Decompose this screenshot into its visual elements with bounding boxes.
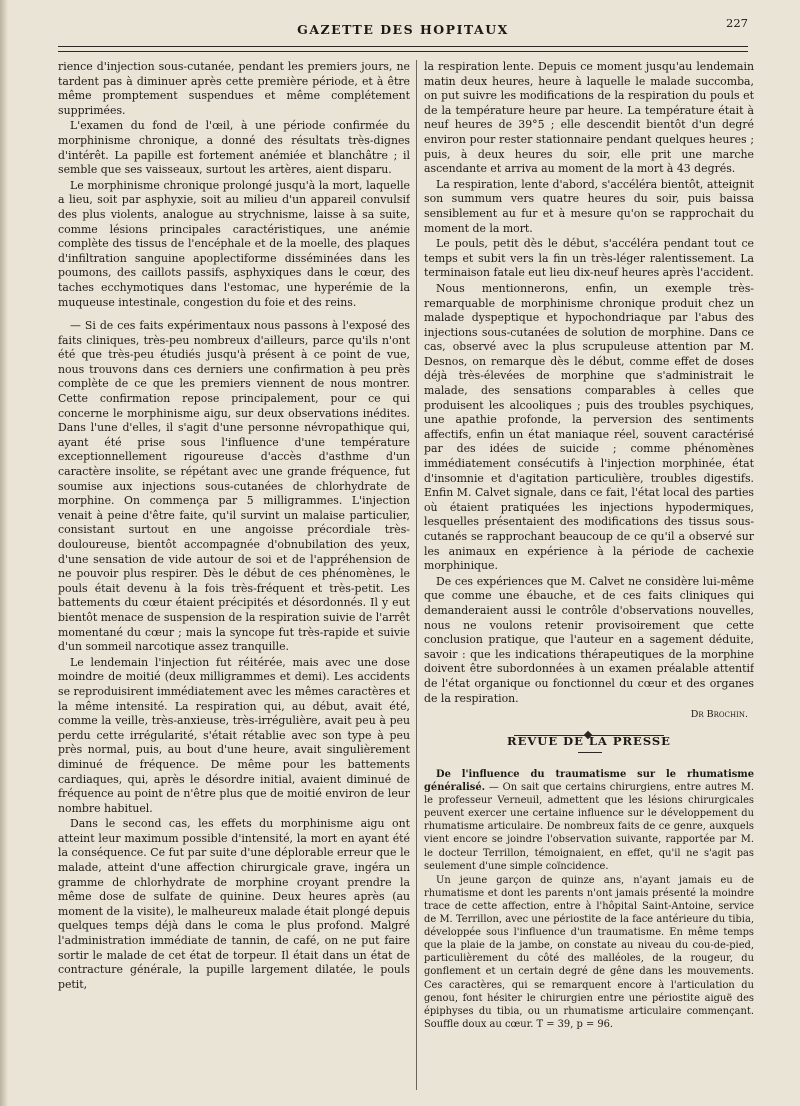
paragraph: la respiration lente. Depuis ce moment jusqu'au lendemain matin deux heures, heure à laquelle le malade succomba, on put suivre les modifications de la respiration du pouls et de la température heure par heure. La température était à neuf heures de 39°5 ; elle descendit bientôt d'un degré environ pour rester stationnaire pendant quelques heures ; puis, à deux heures du soir, elle prit une marche ascendante et arriva au moment de la mort à 43 degrés. — [424, 60, 754, 176]
paragraph: rience d'injection sous-cutanée, pendant les premiers jours, ne tardent pas à diminuer après cette première période, et à être même promptement suspendues et même complétement supprimées. — [58, 60, 410, 117]
paragraph: Dans le second cas, les effets du morphinisme aigu ont atteint leur maximum possible d'intensité, la mort en ayant été la conséquence. Ce fut par suite d'une déplorable erreur que le malade, atteint d'une affection chirurgicale grave, ingéra un gramme de chlorhydrate de morphine croyant prendre la même dose de sulfate de quinine. Deux heures après (au moment de la visite), le malheureux malade était plongé depuis quelques temps déjà dans le coma le plus profond. Malgré l'administration immédiate de tannin, de café, on ne put faire sortir le malade de cet état de torpeur. Il était dans un état de contracture générale, la pupille largement dilatée, le pouls petit, — [58, 817, 410, 991]
header-rule — [58, 46, 748, 52]
journal-title: GAZETTE DES HOPITAUX — [297, 22, 509, 37]
press-paragraph — [424, 768, 754, 873]
page-edge-shadow — [0, 0, 8, 1106]
article-heading: De l'influence du traumatisme sur le rhumatisme généralisé. — [424, 769, 754, 794]
paragraph: Le pouls, petit dès le début, s'accéléra pendant tout ce temps et subit vers la fin un très-léger ralentissement. La terminaison fatale eut lieu dix-neuf heures après l'accident. — [424, 237, 754, 280]
press-review — [424, 768, 754, 1098]
section-title: REVUE DE LA PRESSE — [507, 734, 671, 748]
paragraph: Nous mentionnerons, enfin, un exemple très-remarquable de morphinisme chronique produit chez un malade dyspeptique et hypochondriaque par l'abus des injections sous-cutanées de solution de morphine. Dans ce cas, observé avec la plus scrupuleuse attention par M. Desnos, on remarque dès le début, comme effet de doses déjà très-élevées de morphine que s'administrait le malade, des sensations comparables à celles que produisent les alcooliques ; puis des troubles psychiques, une apathie profonde, la perversion des sentiments affectifs, enfin un état maniaque réel, souvent caractérisé par des idées de suicide ; comme phénomènes immédiatement consécutifs à l'injection morphinée, état d'insomnie et d'agitation particulière, troubles digestifs. Enfin M. Calvet signale, dans ce fait, l'état local des parties où étaient pratiquées les injections hypodermiques, lesquelles présentaient des modifications des tissus sous-cutanés se rapprochant beaucoup de ce qu'il a observé sur les animaux en expérience à la période de cachexie morphinique. — [424, 281, 754, 573]
page-number: 227 — [726, 16, 748, 30]
section-title-rule — [578, 752, 602, 753]
paragraph: L'examen du fond de l'œil, à une période confirmée du morphinisme chronique, a donné des résultats très-dignes d'intérêt. La papille est fortement anémiée et blanchâtre ; il semble que ses vaisseaux, surtout les artères, aient disparu. — [58, 119, 410, 177]
paragraph: — Si de ces faits expérimentaux nous passons à l'exposé des faits cliniques, très-peu nombreux d'ailleurs, parce qu'ils n'ont été que très-peu étudiés jusqu'à présent à ce point de vue, nous trouvons dans ces derniers une confirmation à peu près complète de ce que les premiers viennent de nous montrer. Cette confirmation repose principalement, pour ce qui concerne le morphinisme aigu, sur deux observations inédites. Dans l'une d'elles, il s'agit d'une personne névropathique qui, ayant été prise sous l'influence d'une température exceptionnellement rigoureuse d'accès d'asthme d'un caractère insolite, se répétant avec une grande fréquence, fut soumise aux injections sous-cutanées de chlorhydrate de morphine. On commença par 5 milligrammes. L'injection venait à peine d'être faite, qu'il survint un malaise particulier, consistant surtout en une angoisse précordiale très-douloureuse, bientôt accompagnée d'obnubilation des yeux, d'une sensation de vide autour de soi et de l'appréhension de ne pouvoir plus respirer. Dès le début de ces phénomènes, le pouls était devenu à la fois très-fréquent et très-petit. Les battements du cœur étaient précipités et désordonnés. Il y eut bientôt menace de suspension de la respiration suivie de l'arrêt momentané du cœur ; mais la syncope fut très-rapide et suivie d'un sommeil narcotique assez tranquille. — [58, 319, 410, 654]
column-divider — [416, 60, 417, 1090]
paragraph: Le lendemain l'injection fut réitérée, mais avec une dose moindre de moitié (deux milligrammes et demi). Les accidents se reproduisirent immédiatement avec les mêmes caractères et la même intensité. La respiration qui, au début, avait été, comme la veille, très-anxieuse, très-irrégulière, avait peu à peu perdu cette irrégularité, s'était rétablie avec son type à peu près normal, puis, au bout d'une heure, avait singulièrement diminué de fréquence. De même pour les battements cardiaques, qui, après le désordre initial, avaient diminué de fréquence au point de n'être plus que de moitié environ de leur nombre habituel. — [58, 655, 410, 815]
page-header — [58, 14, 748, 44]
paragraph: Le morphinisme chronique prolongé jusqu'à la mort, laquelle a lieu, soit par asphyxie, soit au milieu d'un appareil convulsif des plus violents, analogue au strychnisme, laisse à sa suite, comme lésions principales caractéristiques, une anémie complète des tissus de l'encéphale et de la moelle, des plaques d'infiltration sanguine apoplectiforme disséminées dans les poumons, des caillots passifs, asphyxiques dans le cœur, des taches ecchymotiques dans l'estomac, une hyperémie de la muqueuse intestinale, congestion du foie et des reins. — [58, 178, 410, 309]
author-signature: Dr Brochin. — [690, 709, 748, 721]
paragraph: La respiration, lente d'abord, s'accéléra bientôt, atteignit son summum vers quatre heures du soir, puis baissa sensiblement au fur et à mesure qu'on se rapprochait du moment de la mort. — [424, 177, 754, 235]
right-column — [424, 60, 754, 760]
press-paragraph: Un jeune garçon de quinze ans, n'ayant jamais eu de rhumatisme et dont les parents n'ont jamais présenté la moindre trace de cette affection, entre à l'hôpital Saint-Antoine, service de M. Terrillon, avec une périostite de la face antérieure du tibia, développée sous l'influence d'un traumatisme. En même temps que la plaie de la jambe, on constate au niveau du cou-de-pied, particulièrement du côté des malléoles, de la rougeur, du gonflement et un certain degré de gêne dans les mouvements. Ces caractères, qui se remarquent encore à l'articulation du genou, font hésiter le chirurgien entre une périostite aiguë des épiphyses du tibia, ou un rhumatisme articulaire commençant. Souffle doux au cœur. T = 39, p = 96. — [424, 874, 754, 1030]
left-column — [58, 60, 410, 1090]
article-text: — On sait que certains chirurgiens, entre autres M. le professeur Verneuil, admettent que les lésions chirurgicales peuvent exercer une certaine influence sur le développement du rhumatisme articulaire. De nombreux faits de ce genre, auxquels vient encore se joindre l'observation suivante, rapportée par M. le docteur Terrillon, témoignaient, en effet, qu'il ne s'agit pas seulement d'une simple coïncidence. — [424, 782, 754, 872]
paragraph: De ces expériences que M. Calvet ne considère lui-même que comme une ébauche, et de ces faits cliniques qui demanderaient aussi le contrôle d'observations nouvelles, nous ne voulons retenir provisoirement que cette conclusion pratique, que l'auteur en a sagement déduite, savoir : que les indications thérapeutiques de la morphine doivent être subordonnées à un examen préalable attentif de l'état organique ou fonctionnel du cœur et des organes de la respiration. — [424, 574, 754, 705]
